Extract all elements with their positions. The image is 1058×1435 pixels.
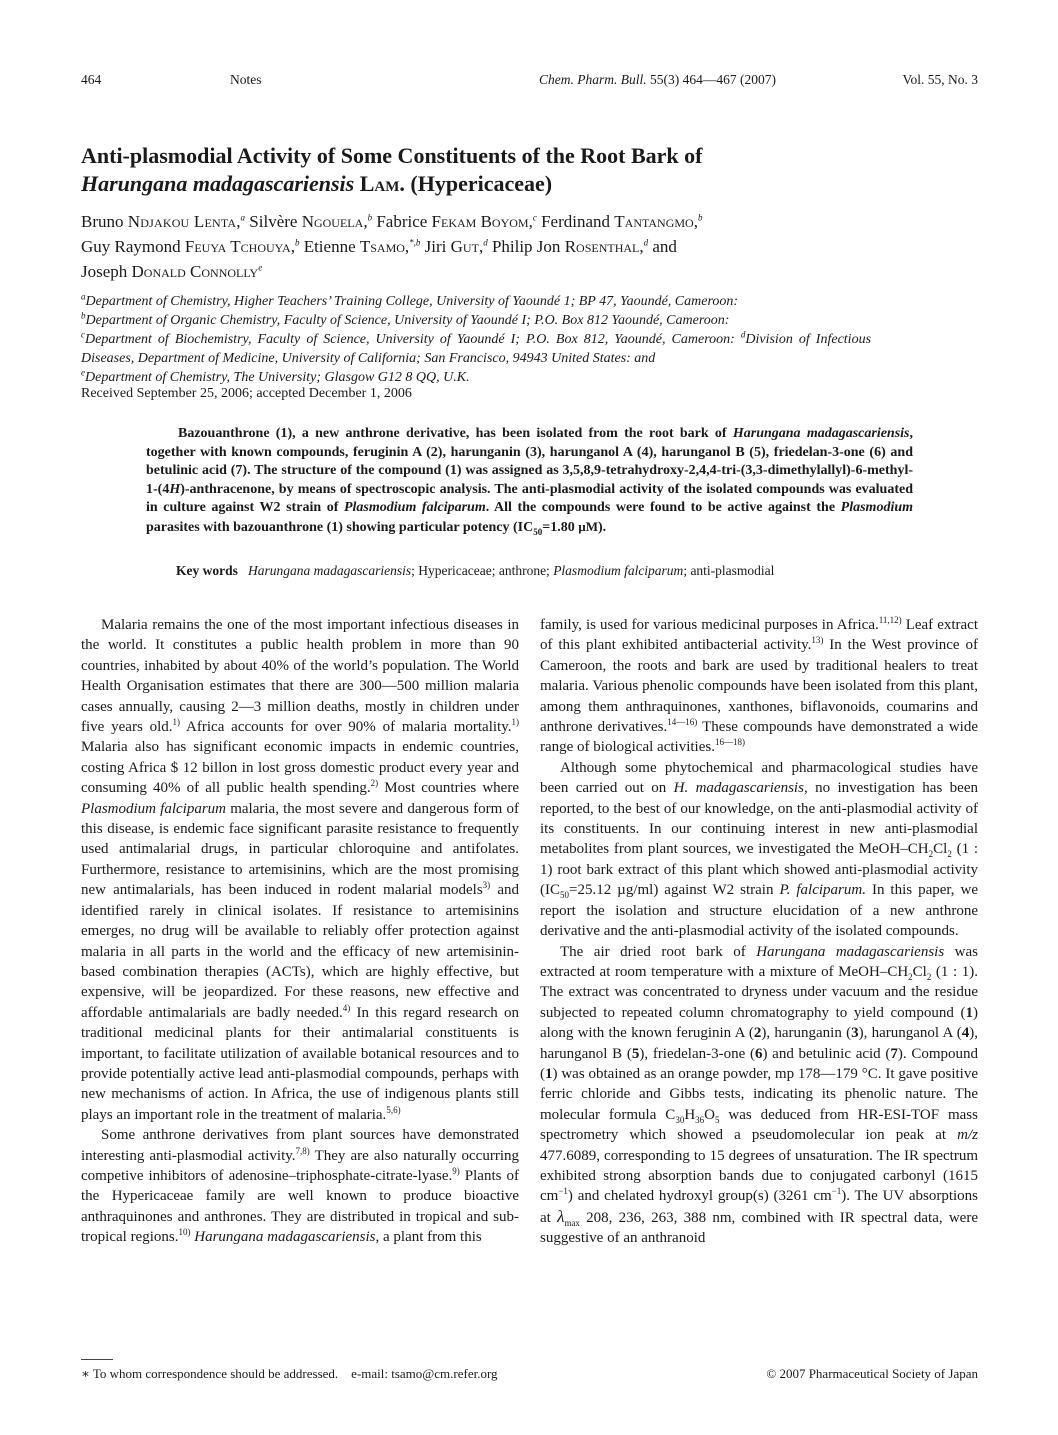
correspondence-footnote — [81, 1366, 498, 1382]
author-first: Silvère — [249, 212, 298, 231]
keyword: Harungana madagascariensis — [248, 563, 412, 578]
author-list: Bruno Ndjakou Lenta,$^a$ Silvère Ngouela,$^b$ Fabrice Fekam Boyom,$^c$ Ferdinand Tantangmo,$^b$ Guy Raymond Feuya Tchouya,$^b$ Etienne Tsamo,$^{*,b}$ Jiri Gut,$^d$ Philip Jon Rosenthal,$^d$ and Joseph Donald Connolly$^e$ — [81, 212, 703, 281]
author-first: Jiri — [424, 237, 447, 256]
title-line-1: Anti-plasmodial Activity of Some Constituents of the Root Bark of — [81, 143, 703, 168]
footnote-text: To whom correspondence should be addressed. — [92, 1366, 339, 1381]
abstract-text: , together with known compounds, feruginin A (2), harunganin (3), harunganol A (4), harunganol B (5), friedelan-3-one (6) and betulinic acid (7). The structure of the compound (1) was assigned as 3,5,8,9-tetrahydroxy-2,4,4-tri-(3,3-dimethylallyl)-6-methyl-1-(4 — [146, 426, 913, 497]
article-title — [81, 142, 981, 198]
page-number: 464 — [81, 72, 102, 87]
author-affil-mark: *,b — [409, 237, 421, 248]
volume-issue: 55(3) 464—467 (2007) — [650, 72, 776, 87]
abstract-text: =1.80 — [542, 519, 575, 535]
author-first: Fabrice — [376, 212, 428, 231]
paragraph: The air dried root bark of Harungana madagascariensis was extracted at room temperature with a mixture of MeOH–$CH_2Cl_2$ (1 : 1). The extract was concentrated to dryness under vacuum and the residue subjected to repeated column chromatography to yield compound (1) along with the known feruginin A (2), harunganin (3), harunganol A (4), harunganol B (5), friedelan-3-one (6) and betulinic acid (7). Compound (1) was obtained as an orange powder, mp 178—179 °C. It gave positive ferric chloride and Gibbs tests, indicating its phenolic nature. The molecular formula $C_{30}H_{36}O_5$ was deduced from HR-ESI-TOF mass spectrometry which showed a pseudomolecular ion peak at m/z 477.6089, corresponding to 15 degrees of unsaturation. The IR spectrum exhibited strong absorption bands due to conjugated carbonyl (1615 $cm^{-1}$) and chelated hydroxyl group(s) (3261 $cm^{-1}$). The UV absorptions at $\lambda_{max}$ 208, 236, 263, 388 nm, combined with IR spectral data, were suggestive of an anthranoid — [540, 943, 979, 1247]
abstract — [146, 425, 913, 537]
footnote-email: e-mail: tsamo@cm.refer.org — [351, 1366, 498, 1381]
author-affil-mark: b — [294, 237, 300, 248]
journal-citation — [539, 72, 776, 88]
affiliation-d: Division of Infectious Diseases, Department of Medicine, University of California; San Francisco, 94943 United States: and — [81, 332, 872, 366]
section-label: Notes — [230, 72, 262, 87]
author-first: Philip Jon — [491, 237, 561, 256]
journal-name: Chem. Pharm. Bull. — [539, 72, 647, 87]
author-affil-mark: a — [240, 212, 246, 223]
title-species: Harungana madagascariensis — [81, 171, 355, 196]
author-last: Tsamo — [359, 237, 405, 256]
keyword: ; Hypericaceae; anthrone; — [411, 563, 550, 578]
author-affil-mark: b — [367, 212, 373, 223]
author-affil-mark: b — [697, 212, 703, 223]
affiliation-a: Department of Chemistry, Higher Teachers’ Training College, University of Yaoundé 1; BP 47, Yaoundé, Cameroon: — [85, 294, 739, 309]
author-affil-mark: e — [258, 262, 263, 273]
author-first: Guy Raymond — [81, 237, 181, 256]
abstract-species: Plasmodium falciparum — [343, 500, 486, 515]
author-last: Ndjakou Lenta — [127, 212, 237, 231]
keyword: Plasmodium falciparum — [553, 563, 684, 578]
author-affil-mark: d — [483, 237, 488, 248]
abstract-species: Harungana madagascariensis — [732, 426, 910, 441]
footnote-rule — [81, 1359, 113, 1360]
author-last: Feuya Tchouya — [184, 237, 291, 256]
paragraph: family, is used for various medicinal purposes in Africa.$^{11,12)}$ Leaf extract of this plant exhibited antibacterial activity.$^{13)}$ In the West province of Cameroon, the roots and bark are used by traditional healers to treat malaria. Various phenolic compounds have been isolated from this plant, among them anthraquinones, xanthones, biflavonoids, coumarins and anthrone derivatives.$^{14—16)}$ These compounds have demonstrated a wide range of biological activities.$^{16—18)}$ — [540, 615, 979, 756]
affiliation-e: Department of Chemistry, The University; Glasgow G12 8 QQ, U.K. — [85, 370, 470, 385]
abstract-text: )-anthracenone, by means of spectroscopic analysis. The anti-plasmodial activity of the isolated compounds was evaluated in culture against W2 strain of — [146, 481, 913, 515]
author-first: Ferdinand — [541, 212, 611, 231]
author-last: Gut — [450, 237, 479, 256]
author-first: Etienne — [303, 237, 356, 256]
abstract-text: Bazouanthrone (1), a new anthrone derivative, has been isolated from the root bark of — [178, 426, 727, 441]
paragraph: Some anthrone derivatives from plant sources have demonstrated interesting anti-plasmodial activity.$^{7,8)}$ They are also naturally occurring competive inhibitors of adenosine–triphosphate-citrate-lyase.$^{9)}$ Plants of the Hypericaceae family are well known to produce bioactive anthraquinones and anthrones. They are distributed in tropical and sub-tropical regions.$^{10)}$ Harungana madagascariensis, a plant from this — [81, 1127, 519, 1246]
author-last: Rosenthal — [564, 237, 640, 256]
received-dates: Received September 25, 2006; accepted December 1, 2006 — [81, 386, 412, 401]
author-affil-mark: d — [643, 237, 649, 248]
abstract-species: Plasmodium — [840, 500, 914, 515]
copyright: © 2007 Pharmaceutical Society of Japan — [766, 1366, 978, 1381]
title-family: (Hypericaceae) — [410, 171, 553, 196]
abstract-italic-h: H — [169, 481, 181, 497]
abstract-unit: µM — [578, 518, 598, 534]
abstract-text: ). — [597, 519, 607, 535]
abstract-text: . All the compounds were found to be active against the — [485, 500, 836, 515]
author-conjunction: and — [652, 237, 677, 256]
affiliation-c: Department of Biochemistry, Faculty of Science, University of Yaoundé I; P.O. Box 812, Yaoundé, Cameroon: — [85, 332, 735, 347]
author-last: Donald Connolly — [131, 262, 259, 281]
keywords — [176, 563, 774, 579]
footnote-star: ∗ — [81, 1366, 90, 1381]
paragraph: Although some phytochemical and pharmacological studies have been carried out on H. madagascariensis, no investigation has been reported, to the best of our knowledge, on the anti-plasmodial activity of its constituents. In our continuing interest in new anti-plasmodial metabolites from plant sources, we investigated the MeOH–$CH_2Cl_2$ (1 : 1) root bark extract of this plant which showed anti-plasmodial activity ($IC_{50}=25.12$ µg/ml) against W2 strain P. falciparum. In this paper, we report the isolation and structure elucidation of a new anthrone derivative and the anti-plasmodial activity of the isolated compounds. — [540, 759, 979, 940]
keywords-label: Key words — [176, 563, 238, 578]
paragraph: Malaria remains the one of the most important infectious diseases in the world. It constitutes a public health problem in more than 90 countries, inhabited by about 40% of the world’s population. The World Health Organisation estimates that there are 300—500 million malaria cases annually, causing 2—3 million deaths, mostly in children under five years old.$^{1)}$ Africa accounts for over 90% of malaria mortality.$^{1)}$ Malaria also has significant economic impacts in endemic countries, costing Africa $ 12 billon in lost gross domestic product every year and consuming 40% of all public health spending.$^{2)}$ Most countries where Plasmodium falciparum malaria, the most severe and dangerous form of this disease, is endemic face significant parasite resistance to frequently used antimalarial drugs, in particular chloroquine and antifolates. Furthermore, resistance to artemisinins, which are the most promising new antimalarials, has been induced in rodent malarial models$^{3)}$ and identified rarely in clinical isolates. If resistance to artemisinins emerges, no drug will be available to reliably offer protection against malaria in all parts in the world and the efficacy of new artemisinin-based combination therapies (ACTs), which are highly effective, but expensive, will be jeopardized. For these reasons, new effective and affordable antimalarials are badly needed.$^{4)}$ In this regard research on traditional medicinal plants for their antimalarial constituents is important, to facilitate utilization of available botanical resources and to provide potentially active lead anti-plasmodial compounds, perhaps with new mechanisms of action. In Africa, the use of indigenous plants still plays an important role in the treatment of malaria.$^{5,6)}$ — [81, 617, 520, 1123]
title-authority: Lam. — [359, 171, 405, 196]
body-left-column — [81, 615, 519, 1248]
keyword: ; anti-plasmodial — [683, 563, 775, 578]
affiliation-b: Department of Organic Chemistry, Faculty of Science, University of Yaoundé I; P.O. Box 812 Yaoundé, Cameroon: — [85, 313, 730, 328]
author-affil-mark: c — [532, 212, 537, 223]
author-first: Bruno — [81, 212, 124, 231]
author-last: Ngouela — [301, 212, 364, 231]
volume-number: Vol. 55, No. 3 — [902, 72, 978, 87]
author-first: Joseph — [81, 262, 128, 281]
author-last: Tantangmo — [614, 212, 694, 231]
body-right-column — [540, 615, 978, 1249]
abstract-text: parasites with bazouanthrone (1) showing particular potency (IC — [146, 519, 534, 535]
affiliations: $^a$Department of Chemistry, Higher Teachers’ Training College, University of Yaoundé 1; BP 47, Yaoundé, Cameroon: $^b$Department of Organic Chemistry, Faculty of Science, University of Yaoundé I; P.O. Box 812 Yaoundé, Cameroon: $^c$Department of Biochemistry, Faculty of Science, University of Yaoundé I; P.O. Box 812, Yaoundé, Cameroon: $^d$Division of Infectious Diseases, Department of Medicine, University of California; San Francisco, 94943 United States: and $^e$Department of Chemistry, The University; Glasgow G12 8 QQ, U.K. — [81, 291, 872, 385]
abstract-subscript: 50 — [533, 526, 543, 537]
author-last: Fekam Boyom — [431, 212, 529, 231]
